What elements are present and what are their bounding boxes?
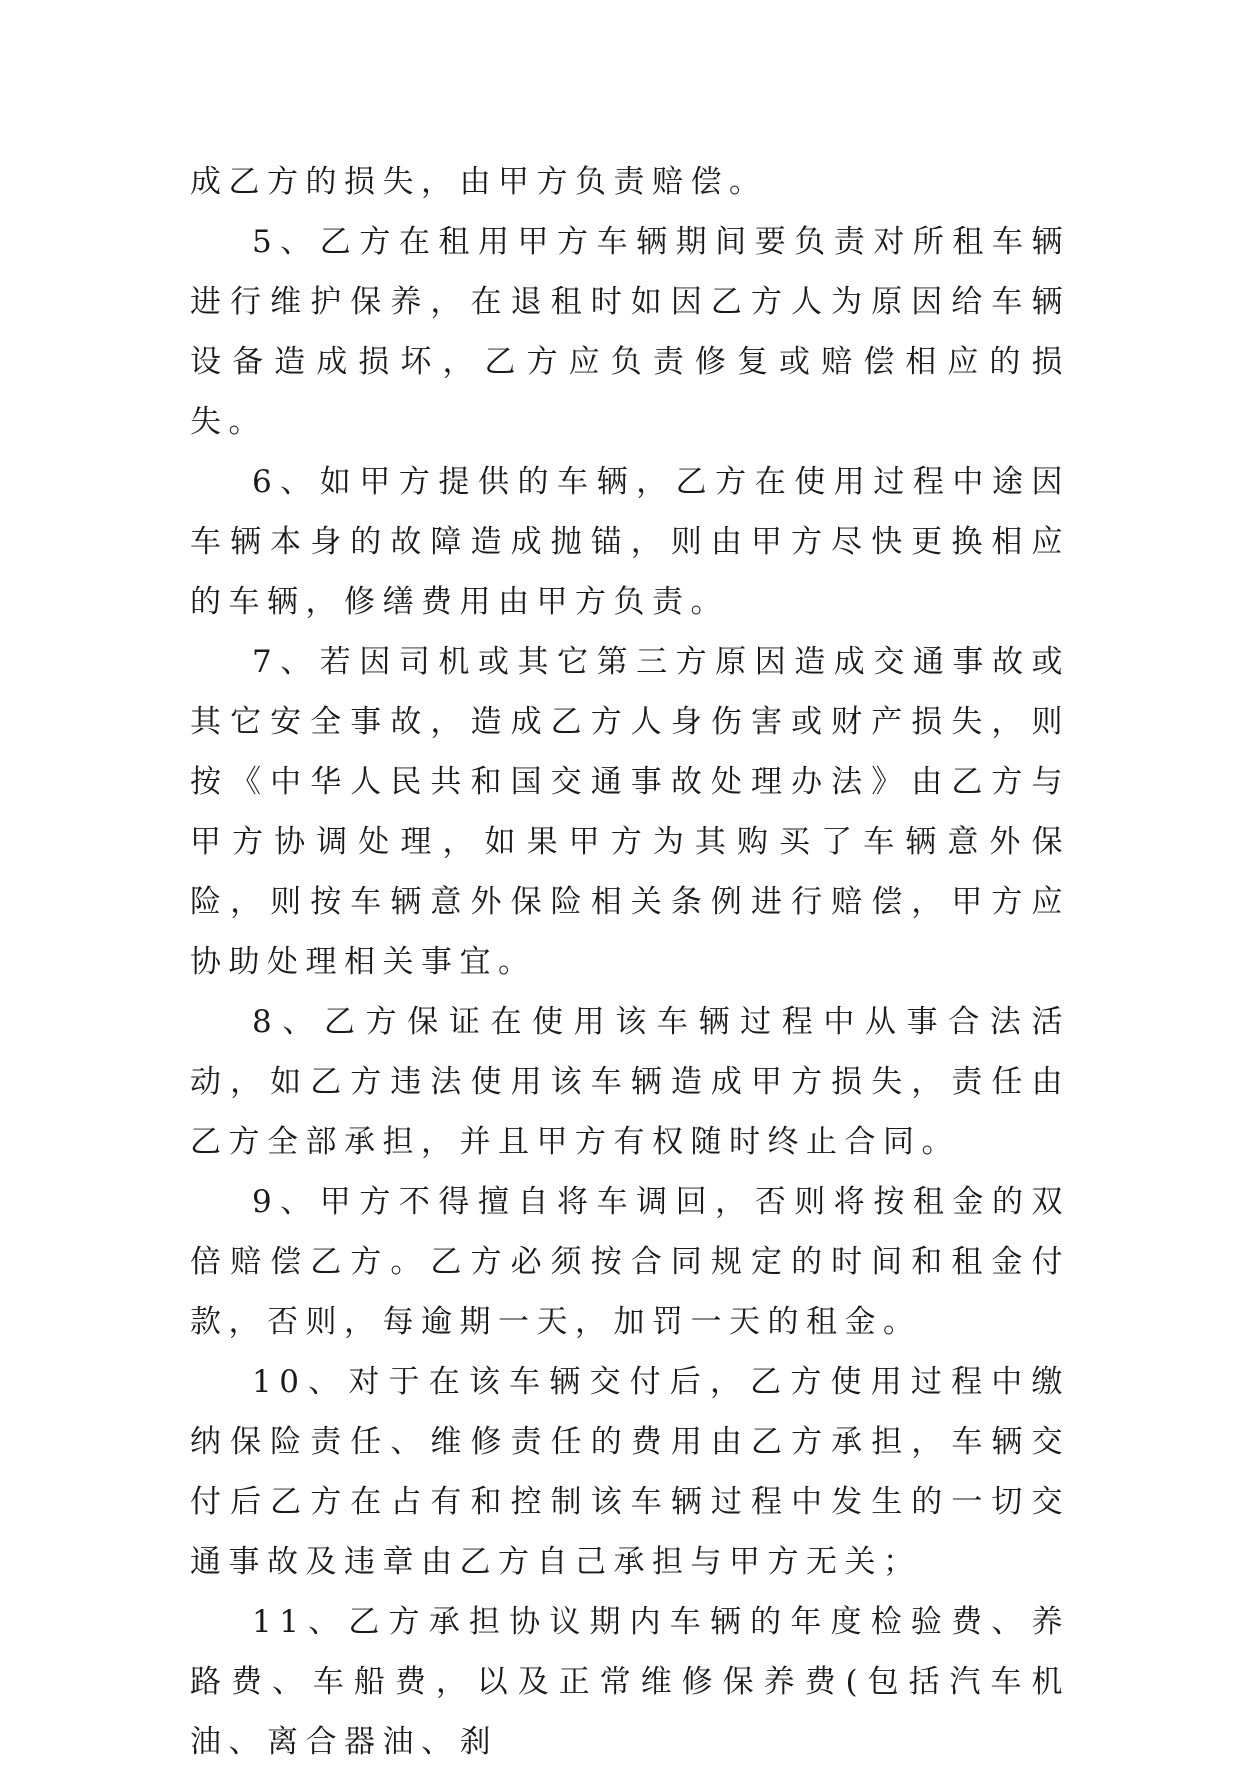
- paragraph-clause-8: 8、乙方保证在使用该车辆过程中从事合法活动，如乙方违法使用该车辆造成甲方损失，责任由乙方全部承担，并且甲方有权随时终止合同。: [190, 1004, 1070, 1160]
- paragraph-clause-10: 10、对于在该车辆交付后，乙方使用过程中缴纳保险责任、维修责任的费用由乙方承担，车辆交付后乙方在占有和控制该车辆过程中发生的一切交通事故及违章由乙方自己承担与甲方无关；: [190, 1364, 1070, 1580]
- paragraph-clause-5: 5、乙方在租用甲方车辆期间要负责对所租车辆进行维护保养，在退租时如因乙方人为原因给车辆设备造成损坏，乙方应负责修复或赔偿相应的损失。: [190, 224, 1070, 440]
- document-body: [190, 152, 1070, 1772]
- paragraph-clause-6: 6、如甲方提供的车辆，乙方在使用过程中途因车辆本身的故障造成抛锚，则由甲方尽快更换相应的车辆，修缮费用由甲方负责。: [190, 464, 1070, 620]
- paragraph-clause-7: 7、若因司机或其它第三方原因造成交通事故或其它安全事故，造成乙方人身伤害或财产损失，则按《中华人民共和国交通事故处理办法》由乙方与甲方协调处理，如果甲方为其购买了车辆意外保险，则按车辆意外保险相关条例进行赔偿，甲方应协助处理相关事宜。: [190, 644, 1070, 980]
- paragraph-continuation: 成乙方的损失，由甲方负责赔偿。: [190, 164, 768, 200]
- paragraph-clause-11: 11、乙方承担协议期内车辆的年度检验费、养路费、车船费，以及正常维修保养费(包括汽车机油、离合器油、刹: [190, 1604, 1070, 1760]
- paragraph-clause-9: 9、甲方不得擅自将车调回，否则将按租金的双倍赔偿乙方。乙方必须按合同规定的时间和租金付款，否则，每逾期一天，加罚一天的租金。: [190, 1184, 1070, 1340]
